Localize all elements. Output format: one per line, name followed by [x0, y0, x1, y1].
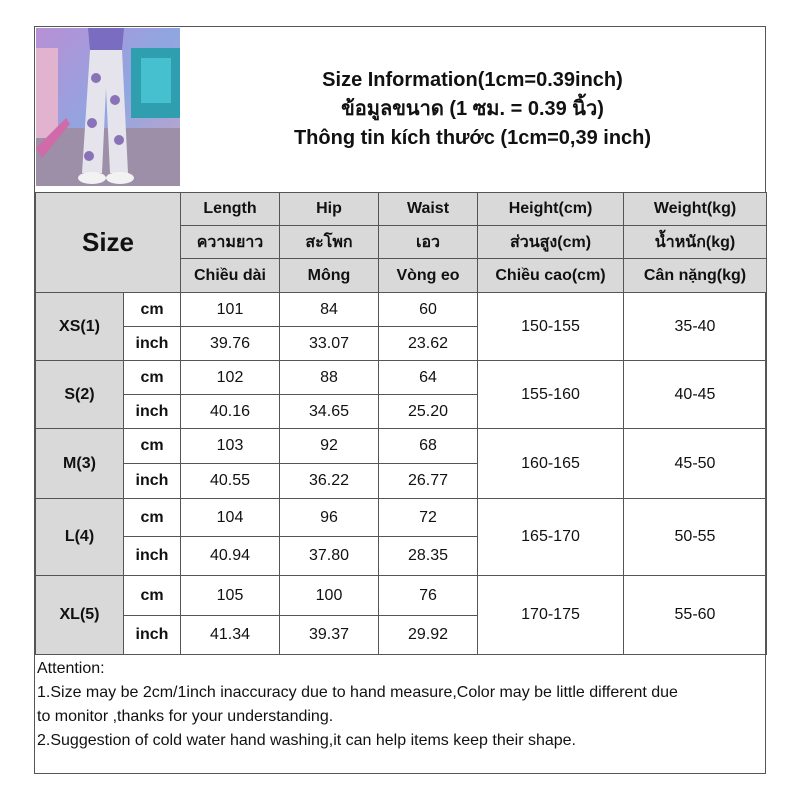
weight-range-cell: 40-45 [624, 361, 767, 429]
length-cm-cell: 101 [181, 293, 280, 327]
size-label-l: L(4) [36, 499, 124, 576]
notes-title: Attention: [37, 660, 105, 677]
hip-cm-cell: 88 [280, 361, 379, 395]
size-label-m: M(3) [36, 429, 124, 499]
col-header-length-th: ความยาว [181, 226, 280, 259]
attention-notes [35, 657, 765, 773]
header-title-vi: Thông tin kích thước (1cm=0,39 inch) [293, 127, 652, 149]
waist-cm-cell: 64 [379, 361, 478, 395]
unit-label-cm: cm [124, 429, 181, 464]
unit-label-inch: inch [124, 464, 181, 499]
hip-cm-cell: 96 [280, 499, 379, 537]
col-header-hip-en: Hip [280, 193, 379, 226]
length-inch-cell: 39.76 [181, 327, 280, 361]
unit-label-cm: cm [124, 499, 181, 537]
length-cm-cell: 103 [181, 429, 280, 464]
size-info-header [180, 27, 765, 192]
unit-label-cm: cm [124, 576, 181, 616]
notes-line-1: 1.Size may be 2cm/1inch inaccuracy due to hand measure,Color may be little different due [37, 684, 678, 701]
waist-cm-cell: 72 [379, 499, 478, 537]
height-range-cell: 155-160 [478, 361, 624, 429]
table-row [36, 499, 767, 537]
waist-inch-cell: 29.92 [379, 616, 478, 655]
col-header-length-en: Length [181, 193, 280, 226]
table-row [36, 293, 767, 327]
col-header-height-th: ส่วนสูง(cm) [478, 226, 624, 259]
weight-range-cell: 35-40 [624, 293, 767, 361]
waist-inch-cell: 25.20 [379, 395, 478, 429]
table-row [36, 361, 767, 395]
size-label-xl: XL(5) [36, 576, 124, 655]
length-cm-cell: 105 [181, 576, 280, 616]
hip-inch-cell: 39.37 [280, 616, 379, 655]
size-label-xs: XS(1) [36, 293, 124, 361]
col-header-weight-en: Weight(kg) [624, 193, 767, 226]
weight-range-cell: 45-50 [624, 429, 767, 499]
waist-inch-cell: 23.62 [379, 327, 478, 361]
height-range-cell: 150-155 [478, 293, 624, 361]
table-row [36, 576, 767, 616]
height-range-cell: 165-170 [478, 499, 624, 576]
col-header-waist-en: Waist [379, 193, 478, 226]
col-header-length-vi: Chiều dài [181, 259, 280, 293]
col-header-height-vi: Chiều cao(cm) [478, 259, 624, 293]
waist-cm-cell: 76 [379, 576, 478, 616]
size-column-header: Size [36, 193, 181, 293]
notes-line-3: 2.Suggestion of cold water hand washing,it can help items keep their shape. [37, 732, 576, 749]
unit-label-cm: cm [124, 293, 181, 327]
length-inch-cell: 40.55 [181, 464, 280, 499]
waist-cm-cell: 68 [379, 429, 478, 464]
waist-inch-cell: 28.35 [379, 537, 478, 576]
size-label-s: S(2) [36, 361, 124, 429]
col-header-weight-vi: Cân nặng(kg) [624, 259, 767, 293]
unit-label-inch: inch [124, 395, 181, 429]
weight-range-cell: 50-55 [624, 499, 767, 576]
hip-cm-cell: 100 [280, 576, 379, 616]
hip-inch-cell: 36.22 [280, 464, 379, 499]
height-range-cell: 160-165 [478, 429, 624, 499]
product-photo [36, 28, 180, 186]
col-header-waist-vi: Vòng eo [379, 259, 478, 293]
size-table [35, 192, 767, 655]
length-inch-cell: 41.34 [181, 616, 280, 655]
length-inch-cell: 40.16 [181, 395, 280, 429]
weight-range-cell: 55-60 [624, 576, 767, 655]
unit-label-inch: inch [124, 327, 181, 361]
height-range-cell: 170-175 [478, 576, 624, 655]
header-title-en: Size Information(1cm=0.39inch) [322, 69, 623, 91]
unit-label-inch: inch [124, 537, 181, 576]
notes-line-2: to monitor ,thanks for your understanding. [37, 708, 334, 725]
hip-inch-cell: 37.80 [280, 537, 379, 576]
unit-label-cm: cm [124, 361, 181, 395]
length-inch-cell: 40.94 [181, 537, 280, 576]
unit-label-inch: inch [124, 616, 181, 655]
col-header-hip-th: สะโพก [280, 226, 379, 259]
length-cm-cell: 104 [181, 499, 280, 537]
col-header-hip-vi: Mông [280, 259, 379, 293]
hip-inch-cell: 34.65 [280, 395, 379, 429]
waist-cm-cell: 60 [379, 293, 478, 327]
hip-inch-cell: 33.07 [280, 327, 379, 361]
hip-cm-cell: 92 [280, 429, 379, 464]
length-cm-cell: 102 [181, 361, 280, 395]
waist-inch-cell: 26.77 [379, 464, 478, 499]
table-row [36, 429, 767, 464]
hip-cm-cell: 84 [280, 293, 379, 327]
col-header-waist-th: เอว [379, 226, 478, 259]
header-title-th: ข้อมูลขนาด (1 ซม. = 0.39 นิ้ว) [341, 98, 604, 120]
col-header-height-en: Height(cm) [478, 193, 624, 226]
col-header-weight-th: น้ำหนัก(kg) [624, 226, 767, 259]
